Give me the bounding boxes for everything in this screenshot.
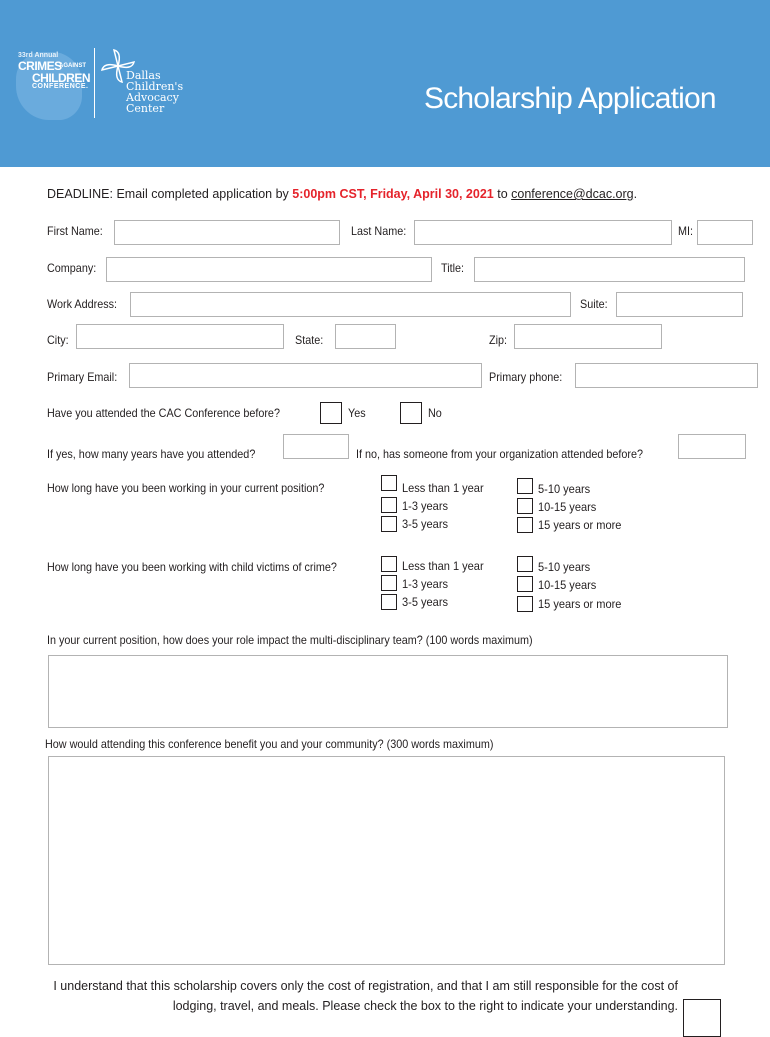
conference-email-link[interactable]: conference@dcac.org xyxy=(511,187,634,201)
city-label: City: xyxy=(47,333,69,347)
mi-field[interactable] xyxy=(697,220,753,245)
primary-phone-label: Primary phone: xyxy=(489,370,563,384)
position-tenure-checkbox[interactable] xyxy=(517,478,533,494)
position-tenure-checkbox[interactable] xyxy=(517,517,533,533)
position-tenure-option: 3-5 years xyxy=(402,517,449,531)
victims-tenure-option: 10-15 years xyxy=(538,578,597,592)
acknowledgement-line: I understand that this scholarship covers only the cost of registration, and that I am still responsible for the cost of xyxy=(53,979,678,993)
header-banner xyxy=(0,0,770,167)
deadline-date: 5:00pm CST, Friday, April 30, 2021 xyxy=(292,187,494,201)
deadline-notice xyxy=(47,187,637,201)
logo-edition: 33rd Annual xyxy=(18,52,59,59)
org-attended-field[interactable] xyxy=(678,434,746,459)
company-field[interactable] xyxy=(106,257,432,282)
victims-tenure-option: Less than 1 year xyxy=(402,559,484,573)
logo-children: CHILDREN xyxy=(32,71,90,85)
dcac-line: Advocacy xyxy=(126,91,179,104)
first-name-field[interactable] xyxy=(114,220,340,245)
years-attended-label: If yes, how many years have you attended? xyxy=(47,447,256,461)
title-field[interactable] xyxy=(474,257,745,282)
conference-logo xyxy=(14,44,96,122)
deadline-middle: to xyxy=(493,187,512,201)
position-tenure-checkbox[interactable] xyxy=(517,498,533,514)
position-tenure-option: Less than 1 year xyxy=(402,481,484,495)
victims-tenure-checkbox[interactable] xyxy=(381,594,397,610)
position-tenure-option: 1-3 years xyxy=(402,499,449,513)
org-attended-label: If no, has someone from your organization attended before? xyxy=(356,447,643,461)
acknowledgement-text xyxy=(14,976,678,1016)
victims-tenure-checkbox[interactable] xyxy=(517,556,533,572)
suite-field[interactable] xyxy=(616,292,743,317)
logo-divider xyxy=(94,48,95,118)
suite-label: Suite: xyxy=(580,297,608,311)
dcac-line: Dallas xyxy=(126,69,161,82)
state-field[interactable] xyxy=(335,324,396,349)
years-attended-field[interactable] xyxy=(283,434,349,459)
position-tenure-checkbox[interactable] xyxy=(381,497,397,513)
position-tenure-checkbox[interactable] xyxy=(381,475,397,491)
role-impact-textarea[interactable] xyxy=(48,655,728,728)
primary-email-field[interactable] xyxy=(129,363,482,388)
position-tenure-checkbox[interactable] xyxy=(381,516,397,532)
benefit-textarea[interactable] xyxy=(48,756,725,965)
attended-no-label: No xyxy=(428,406,442,420)
title-label: Title: xyxy=(441,261,465,275)
victims-tenure-checkbox[interactable] xyxy=(517,596,533,612)
primary-email-label: Primary Email: xyxy=(47,370,118,384)
victims-tenure-option: 15 years or more xyxy=(538,597,622,611)
victims-tenure-option: 3-5 years xyxy=(402,595,449,609)
work-address-field[interactable] xyxy=(130,292,571,317)
position-tenure-option: 5-10 years xyxy=(538,482,591,496)
position-tenure-option: 10-15 years xyxy=(538,500,597,514)
victims-tenure-option: 1-3 years xyxy=(402,577,449,591)
primary-phone-field[interactable] xyxy=(575,363,758,388)
deadline-prefix: DEADLINE: Email completed application by xyxy=(47,187,293,201)
attended-yes-checkbox[interactable] xyxy=(320,402,342,424)
victims-tenure-question: How long have you been working with child victims of crime? xyxy=(47,560,337,574)
company-label: Company: xyxy=(47,261,97,275)
last-name-label: Last Name: xyxy=(351,224,407,238)
logo-against: AGAINST xyxy=(59,63,86,69)
mi-label: MI: xyxy=(678,224,694,238)
attended-yes-label: Yes xyxy=(348,406,366,420)
attended-no-checkbox[interactable] xyxy=(400,402,422,424)
victims-tenure-checkbox[interactable] xyxy=(381,556,397,572)
logo-crimes: CRIMES xyxy=(18,59,62,73)
last-name-field[interactable] xyxy=(414,220,672,245)
work-address-label: Work Address: xyxy=(47,297,118,311)
acknowledgement-checkbox[interactable] xyxy=(683,999,721,1037)
zip-label: Zip: xyxy=(489,333,508,347)
position-tenure-option: 15 years or more xyxy=(538,518,622,532)
city-field[interactable] xyxy=(76,324,284,349)
role-impact-question: In your current position, how does your role impact the multi-disciplinary team? (100 words maximum) xyxy=(47,633,533,647)
dcac-line: Children's xyxy=(126,80,184,93)
dcac-logo-text xyxy=(126,70,183,114)
victims-tenure-checkbox[interactable] xyxy=(381,575,397,591)
first-name-label: First Name: xyxy=(47,224,103,238)
page-title: Scholarship Application xyxy=(424,82,716,115)
victims-tenure-option: 5-10 years xyxy=(538,560,591,574)
position-tenure-question: How long have you been working in your current position? xyxy=(47,481,325,495)
deadline-suffix: . xyxy=(633,187,638,201)
victims-tenure-checkbox[interactable] xyxy=(517,576,533,592)
zip-field[interactable] xyxy=(514,324,662,349)
acknowledgement-line: lodging, travel, and meals. Please check the box to the right to indicate your understanding. xyxy=(172,999,678,1013)
dcac-line: Center xyxy=(126,102,165,115)
attended-question: Have you attended the CAC Conference before? xyxy=(47,406,280,420)
state-label: State: xyxy=(295,333,324,347)
benefit-question: How would attending this conference benefit you and your community? (300 words maximum) xyxy=(45,737,494,751)
logo-conference: CONFERENCE. xyxy=(32,83,89,90)
